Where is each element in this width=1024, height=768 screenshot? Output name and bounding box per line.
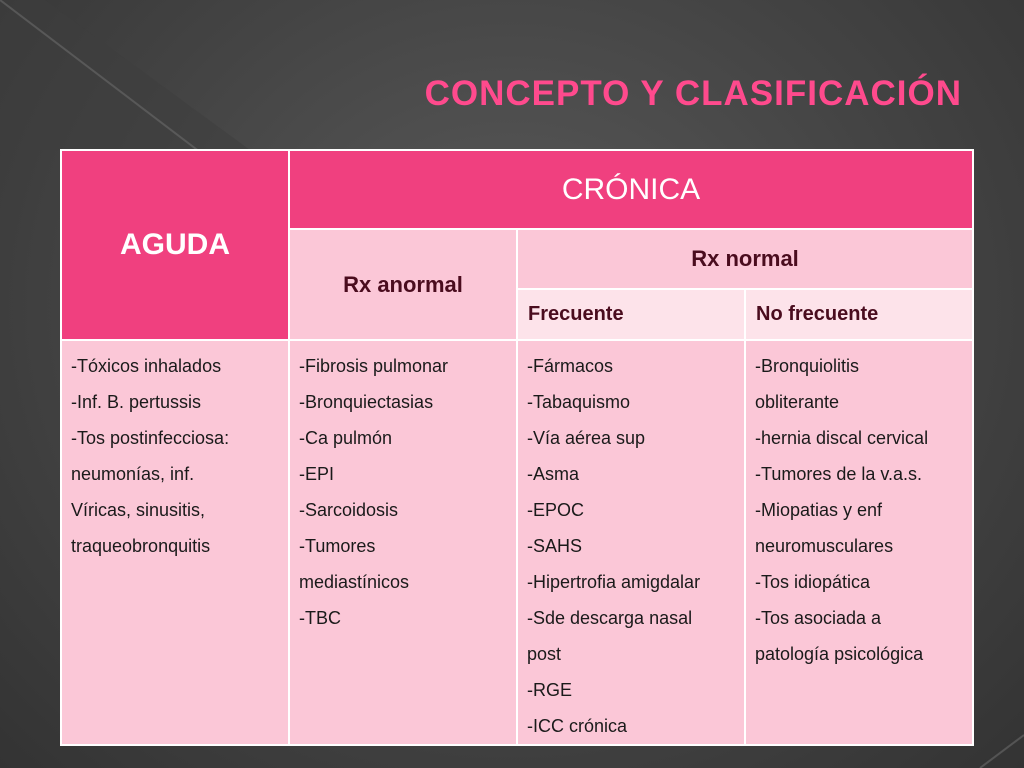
list-line: -EPI	[299, 464, 335, 484]
list-line: mediastínicos	[299, 572, 410, 592]
list-line: traqueobronquitis	[71, 536, 211, 556]
header-rx-normal: Rx normal	[517, 229, 973, 289]
list-line: neumonías, inf.	[71, 464, 195, 484]
list-line: -EPOC	[527, 500, 585, 520]
list-line: post	[527, 644, 562, 664]
list-line: -Ca pulmón	[299, 428, 393, 448]
header-no-frecuente: No frecuente	[745, 289, 973, 340]
list-line: -Sarcoidosis	[299, 500, 399, 520]
list-line: -Vía aérea sup	[527, 428, 646, 448]
list-line: -Bronquiectasias	[299, 392, 434, 412]
list-line: -Tos idiopática	[755, 572, 871, 592]
header-rx-anormal: Rx anormal	[289, 229, 517, 340]
list-line: neuromusculares	[755, 536, 894, 556]
cell-frecuente-list	[517, 340, 745, 745]
list-line: -hernia discal cervical	[755, 428, 929, 448]
list-line: -Sde descarga nasal	[527, 608, 693, 628]
list-line: -TBC	[299, 608, 341, 628]
list-line: -Inf. B. pertussis	[71, 392, 202, 412]
list-line: -Tumores	[299, 536, 376, 556]
list-line: -Tos asociada a	[755, 608, 882, 628]
list-line: -Asma	[527, 464, 580, 484]
list-line: -Fibrosis pulmonar	[299, 356, 449, 376]
list-line: -Tumores de la v.a.s.	[755, 464, 923, 484]
list-line: -Bronquiolitis	[755, 356, 860, 376]
list-line: -Fármacos	[527, 356, 614, 376]
list-line: -Tos postinfecciosa:	[71, 428, 230, 448]
list-line: -ICC crónica	[527, 716, 628, 736]
cell-aguda-list	[61, 340, 289, 745]
list-line: -Tabaquismo	[527, 392, 631, 412]
header-frecuente: Frecuente	[517, 289, 745, 340]
list-line: obliterante	[755, 392, 840, 412]
list-line: -Tóxicos inhalados	[71, 356, 222, 376]
header-cronica: CRÓNICA	[289, 150, 973, 229]
list-line: patología psicológica	[755, 644, 924, 664]
header-aguda: AGUDA	[61, 150, 289, 340]
list-line: -Miopatias y enf	[755, 500, 883, 520]
cell-no-frecuente-list	[745, 340, 973, 745]
list-line: -RGE	[527, 680, 572, 700]
cell-rx-anormal-list	[289, 340, 517, 745]
list-line: Víricas, sinusitis,	[71, 500, 206, 520]
classification-table	[60, 149, 974, 746]
list-line: -Hipertrofia amigdalar	[527, 572, 701, 592]
list-line: -SAHS	[527, 536, 583, 556]
slide-title: CONCEPTO Y CLASIFICACIÓN	[424, 74, 962, 113]
